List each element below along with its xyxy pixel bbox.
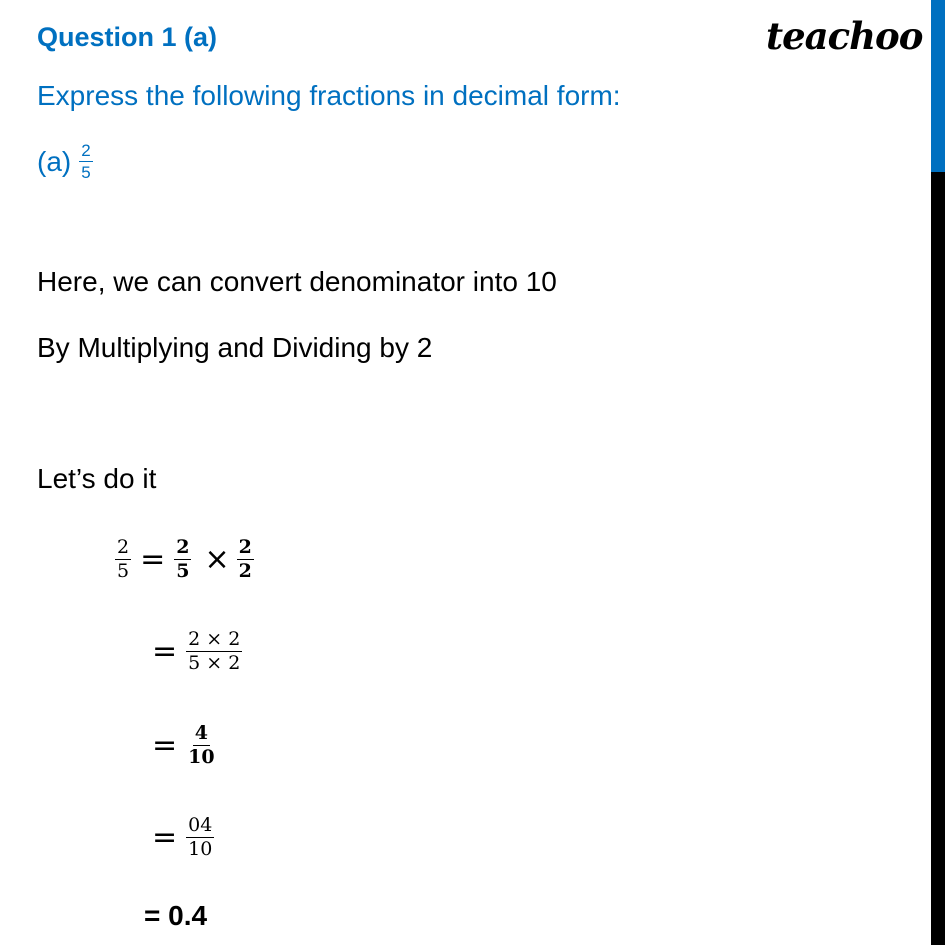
side-bar-accent (931, 0, 945, 172)
part-label: (a) (37, 145, 72, 177)
fraction (186, 816, 214, 859)
question-title: Question 1 (a) (37, 22, 218, 52)
numerator: 04 (188, 814, 213, 836)
solution-line-1: Here, we can convert denominator into 10 (37, 266, 557, 297)
numerator: 2 (176, 536, 190, 558)
solution-line-3: Let’s do it (37, 463, 157, 494)
math-step-3 (146, 724, 220, 767)
fraction-numerator: 2 (81, 141, 91, 160)
denominator: 5 × 2 (188, 652, 241, 674)
numerator: 2 (238, 536, 252, 558)
numerator: 4 (194, 722, 208, 744)
fraction (115, 538, 131, 581)
equals-sign: = (152, 728, 178, 763)
teachoo-logo: teachoo (766, 14, 923, 58)
numerator: 2 × 2 (188, 628, 241, 650)
denominator: 5 (117, 560, 130, 582)
fraction (186, 630, 242, 673)
question-part (37, 142, 96, 181)
fraction (174, 538, 191, 581)
denominator: 2 (238, 560, 252, 582)
side-bar-dark (931, 172, 945, 945)
equals-sign: = (152, 634, 178, 669)
fraction-denominator: 5 (81, 163, 91, 182)
question-prompt: Express the following fractions in decimal form: (37, 80, 621, 111)
denominator: 10 (188, 838, 213, 860)
math-step-1 (112, 538, 257, 581)
numerator: 2 (117, 536, 130, 558)
final-answer: = 0.4 (144, 900, 208, 931)
fraction (237, 538, 254, 581)
times-sign: × (204, 542, 230, 577)
solution-line-2: By Multiplying and Dividing by 2 (37, 332, 433, 363)
math-step-4 (146, 816, 217, 859)
math-step-2 (146, 630, 245, 673)
equals-sign: = (152, 820, 178, 855)
question-fraction (79, 142, 92, 181)
denominator: 5 (176, 560, 190, 582)
fraction (186, 724, 216, 767)
denominator: 10 (188, 746, 215, 768)
equals-sign: = (140, 542, 166, 577)
